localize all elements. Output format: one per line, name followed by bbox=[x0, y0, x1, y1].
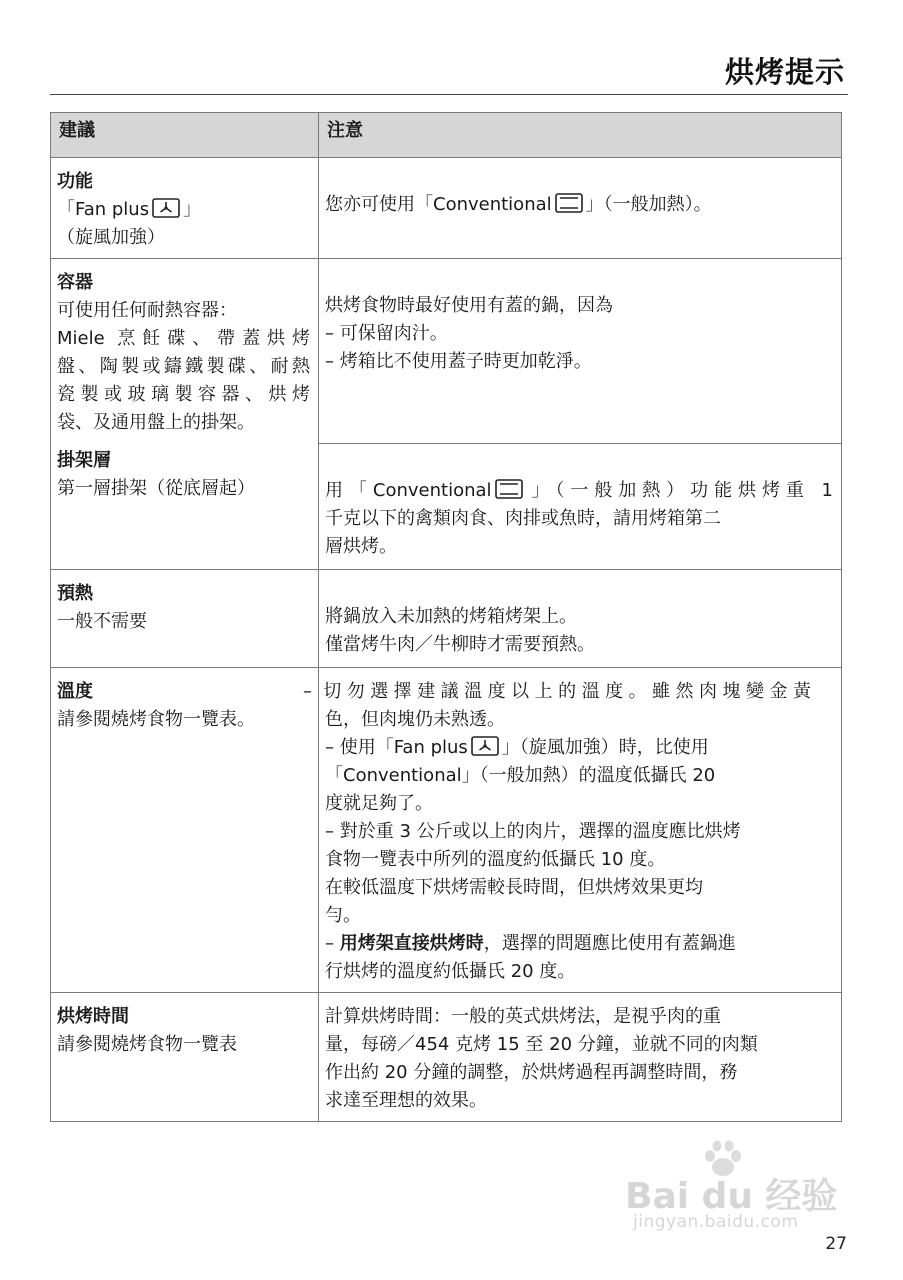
table-row bbox=[51, 667, 842, 992]
header-notes: 注意 bbox=[319, 113, 842, 158]
table-row bbox=[51, 158, 842, 259]
container-note-bullet: – 可保留肉汁。 bbox=[325, 323, 448, 344]
rack-note-line: 千克以下的禽類肉食、肉排或魚時，請用烤箱第二 bbox=[325, 507, 721, 529]
container-note-cell bbox=[319, 259, 842, 444]
header-recommendation: 建議 bbox=[51, 113, 319, 158]
table-header-row bbox=[51, 113, 842, 158]
rack-level-text: 第一層掛架（從底層起） bbox=[57, 478, 255, 499]
title-divider bbox=[50, 94, 848, 95]
rack-level-cell bbox=[51, 443, 319, 569]
temperature-bullet-line: 勻。 bbox=[325, 904, 361, 926]
temperature-bullet-line: 食物一覽表中所列的溫度約低攝氏 10 度。 bbox=[325, 848, 666, 870]
table-row bbox=[51, 443, 842, 569]
baking-time-note-line: 計算烘烤時間：一般的英式烘烤法，是視乎肉的重 bbox=[325, 1005, 721, 1027]
fan-plus-line bbox=[57, 196, 310, 224]
rack-note-text: 用「Conventional bbox=[325, 479, 492, 501]
temperature-bullet-text: – 使用「Fan plus bbox=[325, 736, 468, 758]
conventional-note bbox=[325, 191, 833, 219]
temperature-text: 請參閱燒烤食物一覽表。 bbox=[57, 708, 255, 730]
temperature-bullet-bold: 用烤架直接烘烤時 bbox=[339, 932, 484, 954]
fan-plus-subtitle: （旋風加強） bbox=[57, 227, 165, 248]
temperature-bullet bbox=[325, 818, 833, 930]
table-row bbox=[51, 992, 842, 1121]
baking-time-note-line: 求達至理想的效果。 bbox=[325, 1089, 487, 1111]
baking-time-note-cell bbox=[319, 992, 842, 1121]
function-note-cell bbox=[319, 158, 842, 259]
temperature-bullet-line: 「Conventional」（一般加熱）的溫度低攝氏 20 bbox=[325, 764, 716, 786]
row-heading: 掛架層 bbox=[57, 450, 111, 471]
temperature-bullet-text: 」（旋風加強）時，比使用 bbox=[501, 736, 709, 758]
rack-note-line: 層烘烤。 bbox=[325, 535, 397, 557]
page-title: 烘烤提示 bbox=[724, 55, 845, 89]
preheat-note-line: 將鍋放入未加熱的烤箱烤架上。 bbox=[325, 605, 577, 627]
baking-tips-table bbox=[50, 112, 842, 1122]
temperature-bullet bbox=[325, 734, 833, 818]
function-cell bbox=[51, 158, 319, 259]
container-text-line: 袋、及通用盤上的掛架。 bbox=[57, 412, 255, 433]
rack-note-line bbox=[325, 477, 833, 505]
fan-plus-close: 」 bbox=[183, 199, 202, 220]
baking-time-note-line: 量，每磅／454 克烤 15 至 20 分鐘，並就不同的肉類 bbox=[325, 1033, 758, 1055]
row-heading: 溫度 bbox=[57, 680, 93, 702]
container-cell bbox=[51, 259, 319, 444]
temperature-bullet-line: 度就足夠了。 bbox=[325, 792, 433, 814]
temperature-bullet-line: – 對於重 3 公斤或以上的肉片，選擇的溫度應比烘烤 bbox=[325, 820, 741, 842]
temperature-bullet-line: 色，但肉塊仍未熟透。 bbox=[325, 708, 505, 730]
preheat-cell bbox=[51, 569, 319, 667]
baking-time-text: 請參閱燒烤食物一覽表 bbox=[57, 1033, 237, 1055]
row-heading: 容器 bbox=[57, 272, 93, 293]
preheat-note-cell bbox=[319, 569, 842, 667]
conventional-heat-icon bbox=[555, 193, 583, 213]
preheat-note-line: 僅當烤牛肉／牛柳時才需要預熱。 bbox=[325, 633, 595, 655]
row-heading: 烘烤時間 bbox=[57, 1005, 129, 1027]
temperature-bullet-line: 行烘烤的溫度約低攝氏 20 度。 bbox=[325, 960, 576, 982]
note-text-end: 」（一般加熱）。 bbox=[585, 194, 712, 215]
temperature-bullet-text: ，選擇的問題應比使用有蓋鍋進 bbox=[483, 932, 736, 954]
baking-time-cell bbox=[51, 992, 319, 1121]
fan-plus-icon bbox=[152, 198, 180, 218]
container-text-line: 可使用任何耐熱容器： bbox=[57, 300, 237, 321]
row-heading: 預熱 bbox=[57, 582, 93, 604]
temperature-bullet: – 用烤架直接烘烤時，選擇的問題應比使用有蓋鍋進 行烘烤的溫度約低攝氏 20 度。 bbox=[325, 930, 833, 986]
preheat-text: 一般不需要 bbox=[57, 610, 147, 632]
baking-time-note-line: 作出約 20 分鐘的調整，於烘烤過程再調整時間，務 bbox=[325, 1061, 738, 1083]
container-text-line: Miele 烹飪碟、帶蓋烘烤 bbox=[57, 328, 310, 349]
temperature-bullet-line: 在較低溫度下烘烤需較長時間，但烘烤效果更均 bbox=[325, 876, 703, 898]
container-note-line: 烘烤食物時最好使用有蓋的鍋，因為 bbox=[325, 295, 613, 316]
container-text-line: 盤、陶製或鑄鐵製碟、耐熱 bbox=[57, 356, 310, 377]
temperature-cell bbox=[51, 667, 319, 992]
baidu-watermark bbox=[625, 1148, 845, 1238]
note-text: 您亦可使用「Conventional bbox=[325, 194, 552, 215]
container-note-bullet: – 烤箱比不使用蓋子時更加乾淨。 bbox=[325, 351, 592, 372]
watermark-brand: Bai du 经验 bbox=[625, 1176, 838, 1217]
fan-plus-text: 「Fan plus bbox=[57, 199, 150, 220]
table-row bbox=[51, 259, 842, 444]
temperature-note-cell bbox=[303, 667, 842, 992]
watermark-url: jingyan.baidu.com bbox=[633, 1212, 799, 1232]
temperature-bullet-line: – 切勿選擇建議溫度以上的溫度。雖然肉塊變金黃 bbox=[303, 680, 811, 702]
row-heading: 功能 bbox=[57, 171, 93, 192]
temperature-bullet bbox=[303, 678, 833, 734]
page-number: 27 bbox=[825, 1234, 847, 1254]
fan-plus-icon bbox=[471, 736, 499, 756]
rack-note-text-end: 」（一般加熱）功能烘烤重 1 bbox=[525, 479, 833, 501]
container-text-line: 瓷製或玻璃製容器、烘烤 bbox=[57, 384, 310, 405]
conventional-heat-icon bbox=[495, 479, 523, 499]
table-row bbox=[51, 569, 842, 667]
rack-level-note-cell bbox=[319, 443, 842, 569]
